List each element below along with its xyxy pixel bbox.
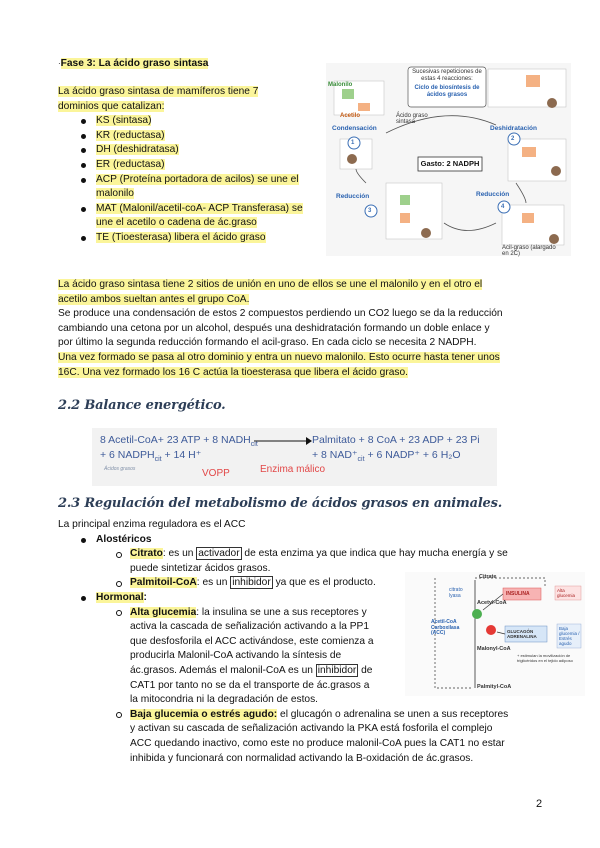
cycle-box-subtitle: Ciclo de biosíntesis de ácidos grasos <box>414 85 480 98</box>
palmitoil-item: Palmitoil-CoA: es un inhibidor ya que es el producto. <box>114 576 544 591</box>
list-item: ER (reductasa) <box>78 158 310 173</box>
equation-right-2: + 8 $NAD^+_{cit} + 6$ NADP⁺ + 6 H₂O <box>312 449 461 464</box>
acetilo-label: Acetilo <box>340 113 361 119</box>
acc-label: Acetil-CoA Carboxilasa (ACC) <box>431 619 460 636</box>
baja-glucemia-label: Baja glucemia / Estrés agudo <box>559 626 580 646</box>
regulation-lead: La principal enzima reguladora es el ACC <box>58 519 246 530</box>
condensacion-label: Condensación <box>332 125 377 132</box>
list-item: KR (reductasa) <box>78 129 310 144</box>
list-item: TE (Tioesterasa) libera el ácido graso <box>78 231 310 246</box>
palmitil-coa-label: Palmityl-CoA <box>477 684 512 690</box>
section-2-2-title: 2.2 Balance energético. <box>58 398 226 413</box>
acc-regulation-figure <box>405 572 585 696</box>
list-item: DH (deshidratasa) <box>78 143 310 158</box>
step-4-number: 4 <box>501 204 505 210</box>
note-label: + estimulan la movilización de triglicéridos en el tejido adiposo <box>517 653 573 663</box>
hormonal-heading: Hormonal: <box>78 591 558 606</box>
fas-paragraph <box>58 278 558 380</box>
para-line: La ácido graso sintasa tiene 2 sitios de unión en uno de ellos se une el malonilo y en el otro el <box>58 279 483 290</box>
malonil-coa-label: Malonyl-CoA <box>477 646 511 652</box>
para-line: 16C. Una vez formado los 16 C actúa la tioesterasa que libera el ácido graso. <box>58 366 408 378</box>
baja-glucemia-item: Baja glucemia o estrés agudo: el glucagón o adrenalina se unen a sus receptores y activan su cascada de señalización activando la PKA está fosforila el complejo ACC quedando inactivo, como este no produce malonil-CoA pues la CAT1 no estar inhibida y funcionará con normalidad activando la B-oxidación de ác.grasos. <box>114 708 554 766</box>
gasto-label: Gasto: 2 NADPH <box>420 159 480 168</box>
energy-balance-equation <box>92 428 497 486</box>
domain-list <box>78 114 310 245</box>
list-item: ACP (Proteína portadora de acilos) se une el malonilo <box>78 173 310 202</box>
reduccion-left-label: Reducción <box>336 193 370 200</box>
alostericos-heading: Alostéricos <box>78 533 558 548</box>
intro-line-1: La ácido graso sintasa de mamíferos tiene 7 <box>58 86 259 97</box>
handwritten-note: Ácidos grasos <box>104 466 136 472</box>
insulina-label: INSULINA <box>506 591 530 597</box>
intro-line-2: dominios que catalizan: <box>58 100 165 112</box>
para-line: acetilo ambos sueltan antes el grupo CoA. <box>58 293 250 305</box>
phase-title: ·Fase 3: La ácido graso sintasa <box>58 58 209 69</box>
intro-block <box>58 85 318 246</box>
synthesis-cycle-figure <box>326 63 571 256</box>
alta-glucemia-label: Alta glucemia <box>557 588 576 598</box>
malonilo-label: Malonilo <box>328 82 353 88</box>
cycle-box-title: Sucesivas repeticiones de estas 4 reacciones: <box>412 69 482 82</box>
para-line: cambiando una cetona por un alcohol, después una deshidratación formando un doble enlace y <box>58 322 490 334</box>
step-3-number: 3 <box>368 208 372 214</box>
equation-left-2: + 6 $NADPH_{cit} + 14$ H⁺ <box>100 449 202 464</box>
vopp-label: VOPP <box>202 468 230 479</box>
reduccion-right-label: Reducción <box>476 191 510 198</box>
section-2-3-title: 2.3 Regulación del metabolismo de ácidos grasos en animales. <box>58 496 503 511</box>
alta-glucemia-item: Alta glucemia: la insulina se une a sus receptores y activa la cascada de señalización activando a la PP1 que desfosforila el ACC activándose, este comienza a producirla Malonil-CoA activando la síntesis de ác.grasos. Además el malonil-CoA es un inhibidor de CAT1 por tanto no se da el transporte de ác.grasos a la mitocondria ni la degradación de estos. <box>114 606 454 708</box>
step-2-number: 2 <box>511 136 515 142</box>
fas-label: Ácido graso sintasa <box>396 113 428 125</box>
para-line: Se produce una condensación de estos 2 compuestos perdiendo un CO2 luego se da la reducción <box>58 308 503 320</box>
citrato-liasa-label: citrato lyasa <box>449 587 463 599</box>
list-item: MAT (Malonil/acetil-coA- ACP Transferasa) se une el acetilo o cadena de ác.graso <box>78 202 310 231</box>
equation-left-1: 8 Acetil-CoA+ 23 ATP + 8 $NADH_{cit}$ <box>100 434 258 449</box>
deshidratacion-label: Deshidratación <box>490 125 537 132</box>
para-line: por último la segunda reducción formando el acil-graso. En cada ciclo se necesita 2 NADPH. <box>58 337 477 349</box>
acil-graso-label: Acil-graso (alargado en 2C) <box>502 245 556 257</box>
para-line: Una vez formado se pasa al otro dominio y entra un nuevo malonilo. Esto ocurre hasta tener unos <box>58 351 500 363</box>
equation-right-1: Palmitato + 8 CoA + 23 ADP + 23 Pi <box>312 434 480 446</box>
page-number: 2 <box>536 798 543 810</box>
malic-enzyme-label: Enzima málico <box>260 464 326 475</box>
acetil-coa-label: Acetyl-CoA <box>477 600 507 606</box>
glucagon-label: GLUCAGÓN ADRENALINA <box>507 629 537 639</box>
step-1-number: 1 <box>351 140 355 146</box>
citrato-item: Citrato: es un activador de esta enzima ya que indica que hay mucha energía y se puede sintetizar ácidos grasos. <box>114 547 544 576</box>
list-item: KS (sintasa) <box>78 114 310 129</box>
reaction-arrow <box>252 436 312 446</box>
citrate-label: Citrate <box>479 574 497 580</box>
